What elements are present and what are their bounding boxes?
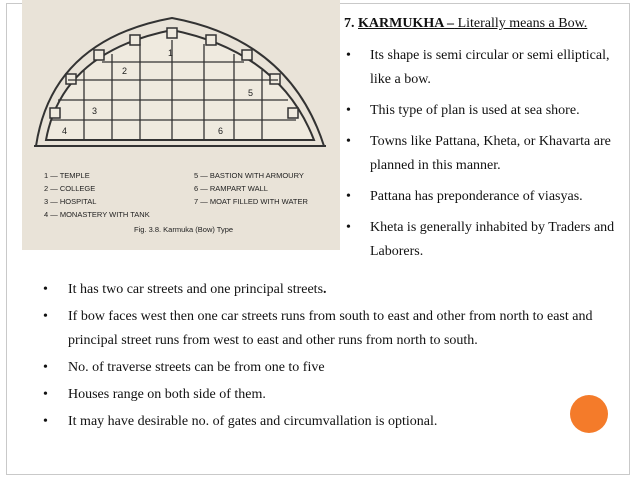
plan-label-4: 4 — [62, 126, 68, 136]
heading-definition: Literally means a Bow. — [454, 16, 588, 31]
bottom-bullet-4: • Houses range on both side of them. — [40, 383, 615, 407]
right-bullet-1: • Its shape is semi circular or semi elliptical, like a bow. — [344, 44, 632, 92]
decorative-orange-circle — [570, 395, 608, 433]
right-bullet-3: • Towns like Pattana, Kheta, or Khavarta are planned in this manner. — [344, 130, 632, 178]
bottom-bullet-5: • It may have desirable no. of gates and circumvallation is optional. — [40, 410, 615, 434]
karmuka-plan-figure — [22, 0, 340, 250]
plan-label-2: 2 — [122, 66, 128, 76]
legend-item-1: 1 — TEMPLE — [44, 171, 90, 180]
right-column — [344, 12, 632, 271]
right-bullet-4: • Pattana has preponderance of viasyas. — [344, 185, 632, 209]
right-bullet-list — [344, 44, 632, 264]
figure-caption: Fig. 3.8. Karmuka (Bow) Type — [134, 225, 234, 234]
bottom-bullet-2: • If bow faces west then one car streets runs from south to east and other from north to east and principal street runs from west to east and other runs from north to south. — [40, 305, 615, 353]
legend-item-7: 7 — MOAT FILLED WITH WATER — [194, 197, 308, 206]
bottom-bullet-1 — [40, 278, 615, 302]
bottom-bullet-list — [40, 278, 615, 434]
legend-item-6: 6 — RAMPART WALL — [194, 184, 268, 193]
right-bullet-2: • This type of plan is used at sea shore. — [344, 99, 632, 123]
legend-item-5: 5 — BASTION WITH ARMOURY — [194, 171, 304, 180]
bottom-bullet-1-end: . — [323, 282, 327, 297]
legend-item-3: 3 — HOSPITAL — [44, 197, 97, 206]
karmuka-plan-drawing — [22, 0, 340, 250]
legend-item-2: 2 — COLLEGE — [44, 184, 96, 193]
right-bullet-5: • Kheta is generally inhabited by Traders and Laborers. — [344, 216, 632, 264]
plan-label-5: 5 — [248, 88, 254, 98]
heading-keyword: KARMUKHA – — [358, 16, 455, 31]
heading-number: 7. — [344, 16, 355, 31]
bottom-section — [40, 278, 615, 437]
plan-label-6: 6 — [218, 126, 224, 136]
plan-label-1: 1 — [168, 48, 174, 58]
bottom-bullet-1-text: It has two car streets and one principal streets — [68, 282, 324, 297]
plan-label-3: 3 — [92, 106, 98, 116]
legend-item-4: 4 — MONASTERY WITH TANK — [44, 210, 150, 219]
section-heading — [344, 12, 632, 36]
bottom-bullet-3: • No. of traverse streets can be from one to five — [40, 356, 615, 380]
